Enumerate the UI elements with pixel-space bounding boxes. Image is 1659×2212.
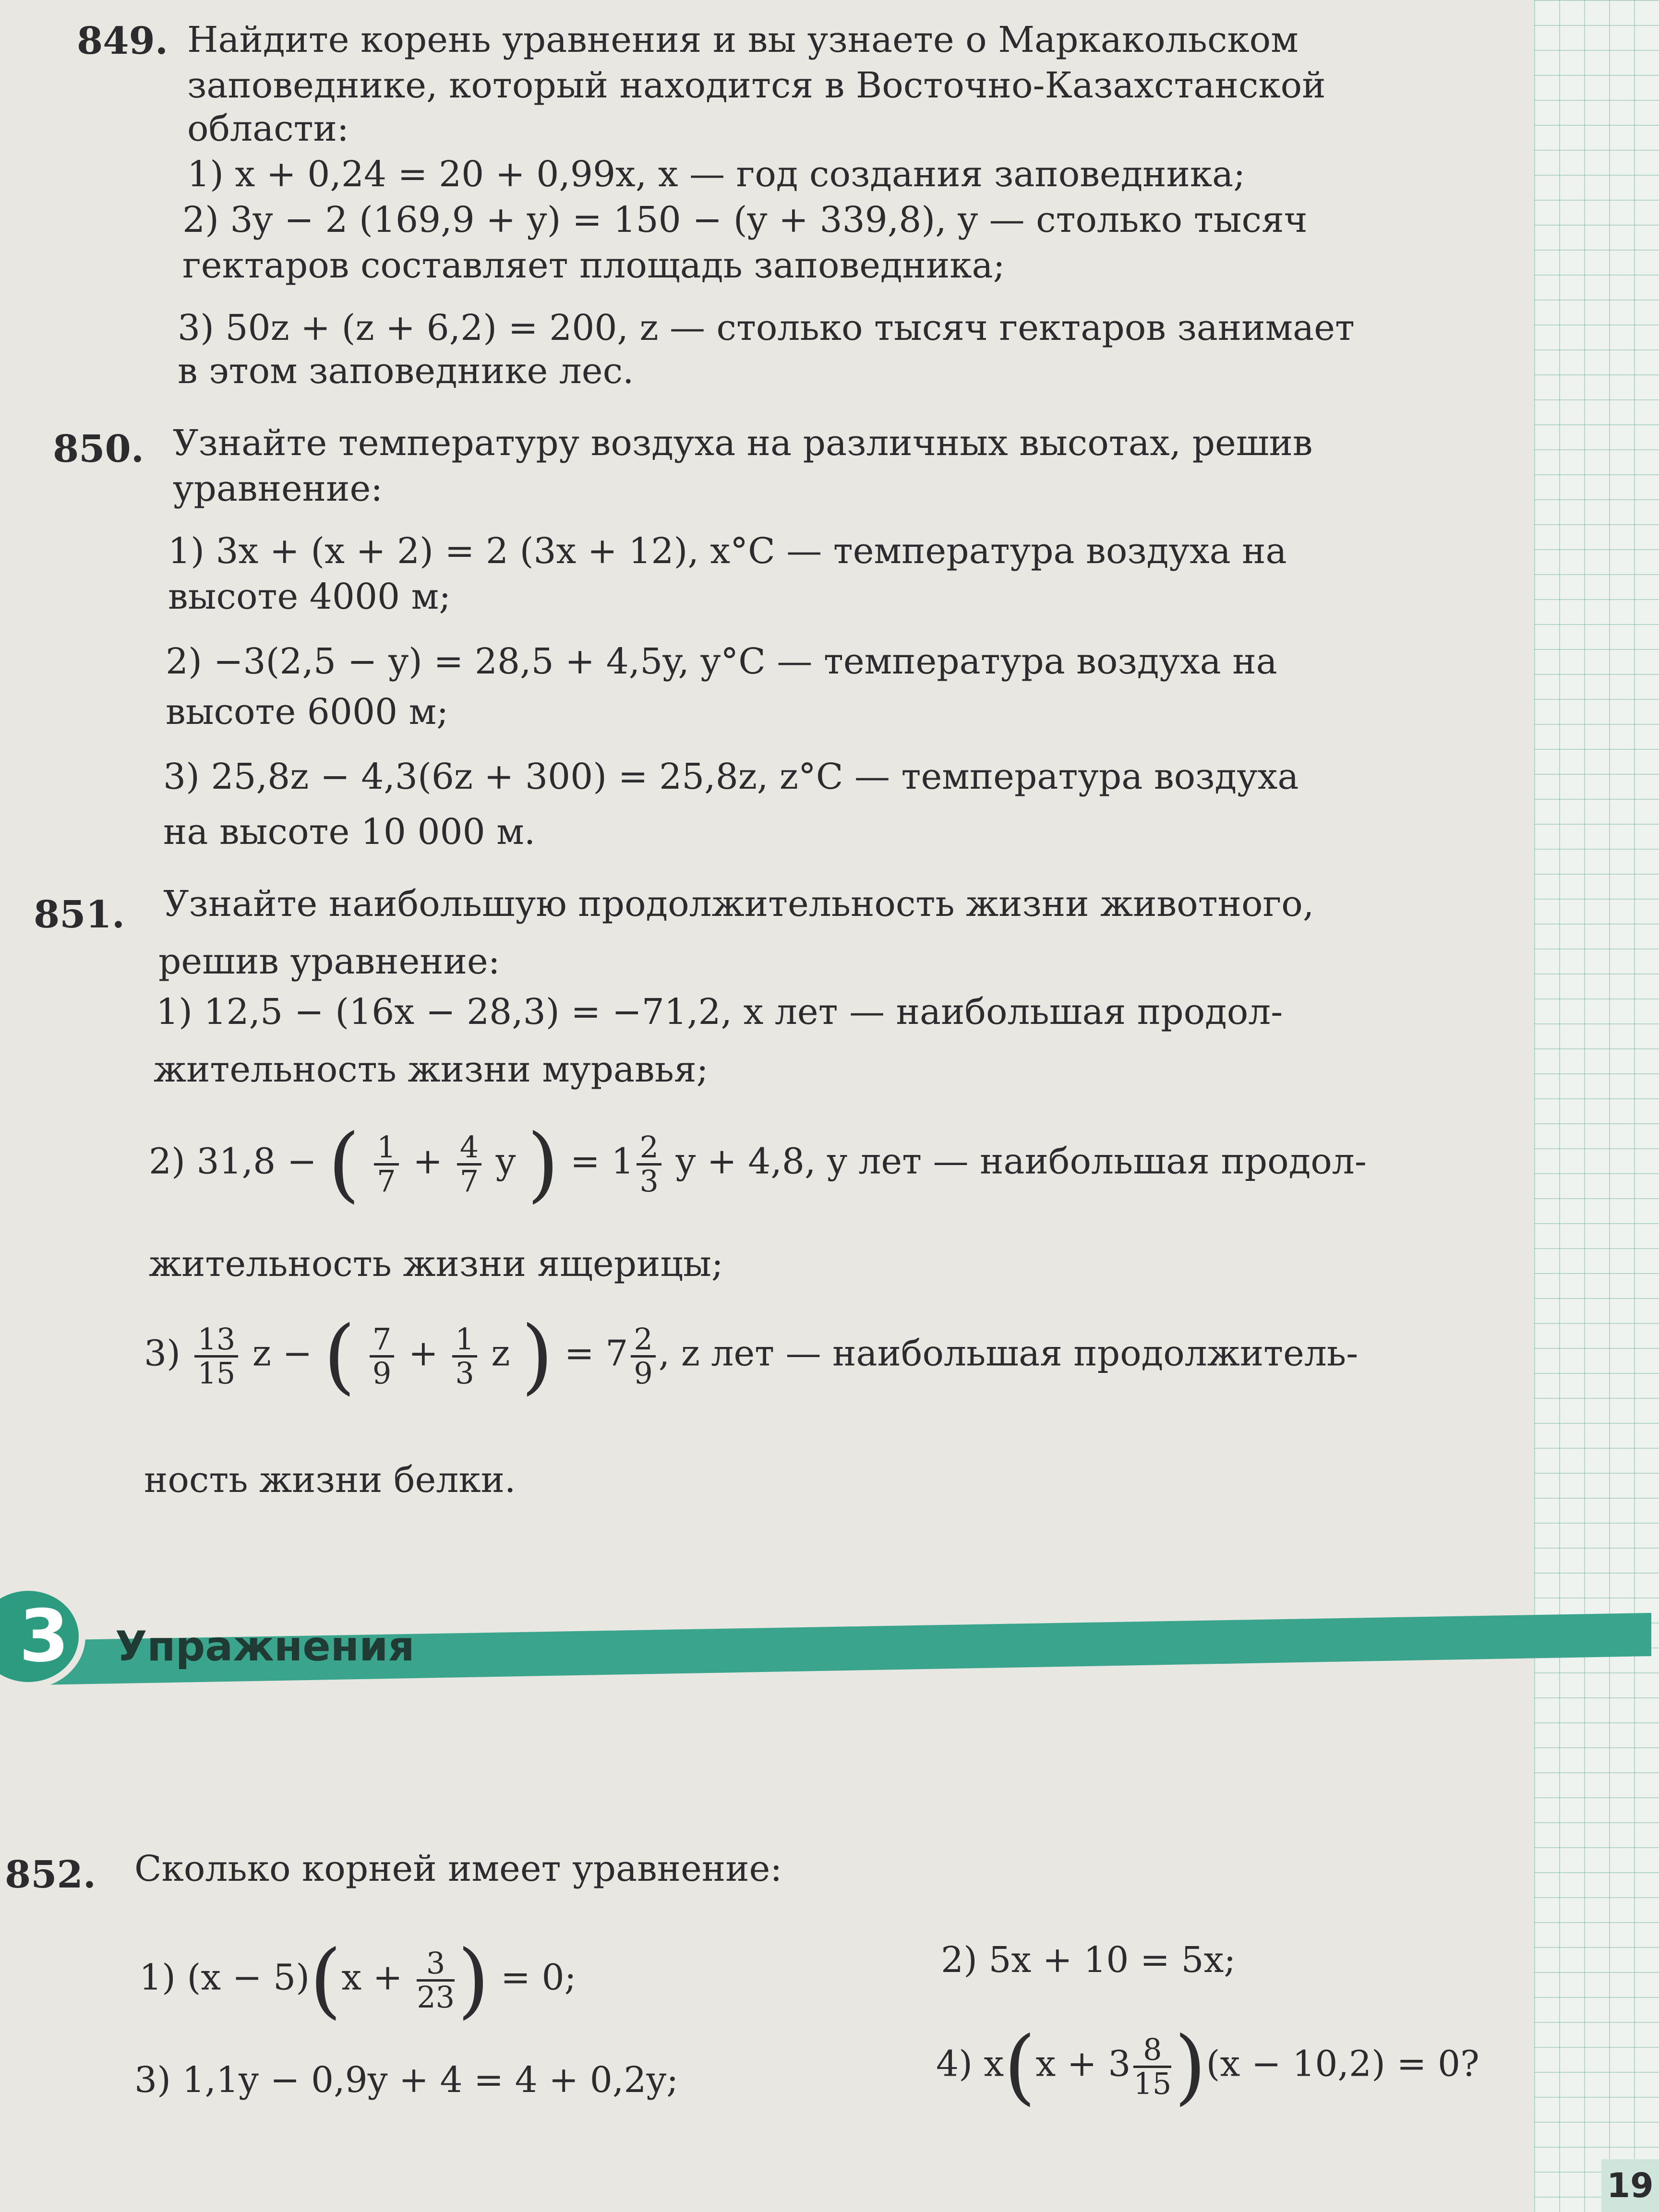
equation-line: 2) 3y − 2 (169,9 + y) = 150 − (y + 339,8), y — столько тысяч [182,199,1308,240]
expr-part: y [495,1141,516,1182]
fraction: $\frac{3}{23}$ [417,1945,455,2015]
problem-number: 850. [53,427,144,471]
equation-line: 2) 5x + 10 = 5x; [941,1939,1236,1981]
equation-line [144,1309,1358,1404]
expr-part: 3) [144,1333,180,1374]
equation-line [139,1933,577,2028]
expr-part: 4) x [936,2043,1004,2085]
equation-line: 1) x + 0,24 = 20 + 0,99x, x — год создания заповедника; [187,154,1246,195]
equation-line: 3) 1,1y − 0,9y + 4 = 4 + 0,2y; [134,2059,679,2101]
problem-text: высоте 6000 м; [166,691,449,733]
paren-open: ( [1004,2019,1036,2114]
fraction: $\frac{1}{7}$ [374,1131,398,1197]
expr-part: z [491,1333,510,1374]
problem-text: области: [187,108,349,149]
equation-line: 3) 25,8z − 4,3(6z + 300) = 25,8z, z°C — температура воздуха [163,756,1299,797]
expr-part: x + 3 [1035,2043,1131,2085]
equation-line: 2) −3(2,5 − y) = 28,5 + 4,5y, y°C — температура воздуха на [166,641,1277,682]
problem-text: ность жизни белки. [144,1459,516,1501]
problem-number: 849. [77,19,168,63]
paren-open: ( [328,1117,360,1212]
expr-part: + [408,1333,438,1374]
equation-line [149,1117,1367,1212]
expr-part: 1) (x − 5) [139,1957,310,1998]
equation-line: 1) 3x + (x + 2) = 2 (3x + 12), x°C — температура воздуха на [168,530,1287,572]
expr-part: (x − 10,2) = 0? [1206,2043,1479,2085]
problem-text: высоте 4000 м; [168,576,451,617]
fraction: $\frac{4}{7}$ [457,1131,481,1197]
equation-line [936,2019,1479,2114]
expr-part: x + [341,1957,403,1998]
paren-open: ( [323,1309,356,1404]
fraction: $\frac{2}{3}$ [637,1131,661,1197]
problem-text: на высоте 10 000 м. [163,811,536,853]
problem-text: Найдите корень уравнения и вы узнаете о Маркакольском [187,19,1298,60]
expr-part: + [413,1141,443,1182]
paren-close: ) [457,1933,490,2028]
expr-part: = 7 [564,1333,628,1374]
paren-open: ( [310,1933,342,2028]
expr-part: = 0; [500,1957,577,1998]
problem-text: в этом заповеднике лес. [178,350,634,392]
page-number: 19 [1601,2159,1659,2212]
section-banner [0,1584,1659,1695]
paren-close: ) [521,1309,553,1404]
problem-text: гектаров составляет площадь заповедника; [182,245,1005,286]
paren-close: ) [527,1117,559,1212]
fraction: $\frac{13}{15}$ [194,1323,238,1389]
equation-line: 1) 12,5 − (16x − 28,3) = −71,2, x лет — наибольшая продол- [156,991,1283,1033]
problem-text: жительность жизни муравья; [154,1049,709,1090]
expr-part: 2) 31,8 − [149,1141,317,1182]
problem-number: 852. [5,1853,96,1897]
problem-text: заповеднике, который находится в Восточно-Казахстанской [187,65,1326,106]
expr-part: z − [252,1333,313,1374]
expr-part: y + 4,8, y лет — наибольшая продол- [675,1141,1367,1182]
problem-text: решив уравнение: [158,941,500,982]
section-title: Упражнения [115,1623,415,1671]
equation-line: 3) 50z + (z + 6,2) = 200, z — столько тысяч гектаров занимает [178,307,1355,349]
problem-number: 851. [34,893,125,937]
problem-text: жительность жизни ящерицы; [149,1243,723,1285]
expr-part: = 1 [570,1141,634,1182]
problem-text: уравнение: [173,468,383,509]
fraction: $\frac{7}{9}$ [370,1323,394,1389]
paren-close: ) [1174,2019,1206,2114]
fraction: $\frac{8}{15}$ [1133,2032,1172,2101]
problem-text: Узнайте температуру воздуха на различных высотах, решив [173,422,1313,464]
expr-part: , z лет — наибольшая продолжитель- [658,1333,1358,1374]
problem-text: Узнайте наибольшую продолжительность жизни животного, [163,883,1314,925]
problem-text: Сколько корней имеет уравнение: [134,1848,782,1889]
fraction: $\frac{2}{9}$ [631,1323,655,1389]
section-badge: 3 [0,1584,85,1689]
fraction: $\frac{1}{3}$ [452,1323,477,1389]
